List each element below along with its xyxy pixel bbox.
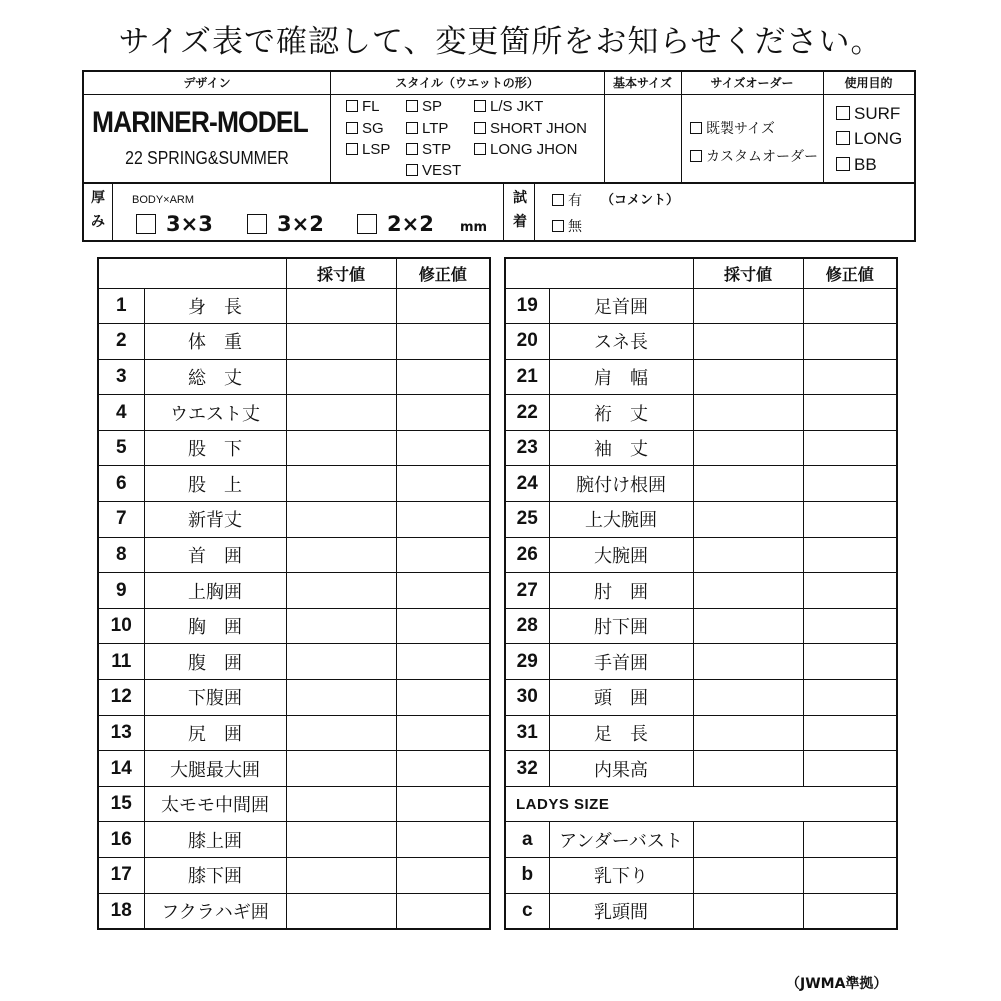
- measurement-label: 乳頭間: [549, 893, 693, 929]
- table-row: [98, 537, 490, 573]
- corrected-value-cell[interactable]: [803, 288, 897, 324]
- checkbox-icon[interactable]: [474, 122, 486, 134]
- row-number: 6: [98, 466, 144, 502]
- measured-header: 採寸値: [693, 258, 803, 288]
- fitting-option-yes[interactable]: 有: [552, 190, 582, 210]
- measured-value-cell[interactable]: [286, 715, 396, 751]
- row-number: 8: [98, 537, 144, 573]
- table-row: [98, 858, 490, 894]
- table-row: [505, 537, 897, 573]
- style-option-vest[interactable]: VEST: [406, 162, 461, 179]
- measurement-label: 手首囲: [549, 644, 693, 680]
- table-row: [505, 751, 897, 787]
- corrected-value-cell[interactable]: [803, 858, 897, 894]
- measurement-label: 身 長: [144, 288, 286, 324]
- checkbox-icon[interactable]: [552, 220, 564, 232]
- measurement-label: 体 重: [144, 324, 286, 360]
- measured-value-cell[interactable]: [693, 430, 803, 466]
- row-number: 16: [98, 822, 144, 858]
- corrected-value-cell[interactable]: [396, 786, 490, 822]
- checkbox-icon[interactable]: [836, 157, 850, 171]
- measurement-label: 首 囲: [144, 537, 286, 573]
- table-row: [98, 502, 490, 538]
- measurement-label: 袖 丈: [549, 430, 693, 466]
- row-number: a: [505, 822, 549, 858]
- thickness-option-3x3[interactable]: 3×3: [136, 212, 213, 236]
- corrected-value-cell[interactable]: [396, 644, 490, 680]
- measurement-label: 膝上囲: [144, 822, 286, 858]
- row-number: 31: [505, 715, 549, 751]
- measurement-label: 上大腕囲: [549, 502, 693, 538]
- model-name: MARINER-MODEL: [92, 106, 308, 139]
- corrected-value-cell[interactable]: [803, 395, 897, 431]
- row-number: 19: [505, 288, 549, 324]
- table-row: [98, 288, 490, 324]
- model-season: 22 SPRING&SUMMER: [125, 148, 289, 168]
- row-number: 30: [505, 680, 549, 716]
- row-number: 7: [98, 502, 144, 538]
- corrected-value-cell[interactable]: [396, 715, 490, 751]
- measured-value-cell[interactable]: [286, 608, 396, 644]
- measured-value-cell[interactable]: [286, 288, 396, 324]
- size-order-header: サイズオーダー: [710, 76, 794, 90]
- checkbox-icon[interactable]: [247, 214, 267, 234]
- checkbox-icon[interactable]: [357, 214, 377, 234]
- table-row: [505, 715, 897, 751]
- row-number: 22: [505, 395, 549, 431]
- table-row: [505, 893, 897, 929]
- table-row: [98, 893, 490, 929]
- thickness-caption: BODY×ARM: [132, 194, 195, 206]
- measurement-label: 上胸囲: [144, 573, 286, 609]
- row-number: 3: [98, 359, 144, 395]
- corrected-value-cell[interactable]: [396, 430, 490, 466]
- measured-value-cell[interactable]: [286, 430, 396, 466]
- table-row: [505, 359, 897, 395]
- row-number: b: [505, 858, 549, 894]
- measurement-label: 総 丈: [144, 359, 286, 395]
- style-option-sp[interactable]: SP: [406, 98, 442, 115]
- ladys-size-section-row: [505, 786, 897, 822]
- table-row: [505, 430, 897, 466]
- checkbox-icon[interactable]: [406, 100, 418, 112]
- table-row: [505, 644, 897, 680]
- style-option-long-jhon[interactable]: LONG JHON: [474, 141, 578, 158]
- corrected-value-cell[interactable]: [803, 466, 897, 502]
- thickness-option-3x2[interactable]: 3×2: [247, 212, 324, 236]
- measurement-label: アンダーバスト: [549, 822, 693, 858]
- table-row: [98, 359, 490, 395]
- measured-value-cell[interactable]: [286, 822, 396, 858]
- measured-value-cell[interactable]: [693, 502, 803, 538]
- style-option-ltp[interactable]: LTP: [406, 120, 448, 137]
- corrected-value-cell[interactable]: [803, 537, 897, 573]
- purpose-header: 使用目的: [844, 76, 893, 90]
- row-number: 15: [98, 786, 144, 822]
- measured-value-cell[interactable]: [693, 537, 803, 573]
- checkbox-icon[interactable]: [346, 143, 358, 155]
- measured-value-cell[interactable]: [286, 573, 396, 609]
- table-row: [505, 395, 897, 431]
- measured-value-cell[interactable]: [286, 537, 396, 573]
- measured-value-cell[interactable]: [693, 324, 803, 360]
- measurement-label: 股 下: [144, 430, 286, 466]
- corrected-value-cell[interactable]: [803, 680, 897, 716]
- measured-value-cell[interactable]: [286, 466, 396, 502]
- measurement-label: 裄 丈: [549, 395, 693, 431]
- measurement-label: 尻 囲: [144, 715, 286, 751]
- table-row: [505, 858, 897, 894]
- fitting-option-no[interactable]: 無: [552, 216, 582, 236]
- corrected-value-cell[interactable]: [803, 608, 897, 644]
- row-number: 32: [505, 751, 549, 787]
- ladys-size-heading: LADYS SIZE: [505, 786, 897, 822]
- corrected-value-cell[interactable]: [803, 573, 897, 609]
- corrected-value-cell[interactable]: [396, 573, 490, 609]
- table-row: [98, 751, 490, 787]
- row-number: 28: [505, 608, 549, 644]
- row-number: 27: [505, 573, 549, 609]
- row-number: 14: [98, 751, 144, 787]
- fitting-label: 試 着: [513, 190, 527, 230]
- measured-value-cell[interactable]: [693, 715, 803, 751]
- measurement-label: ウエスト丈: [144, 395, 286, 431]
- measured-value-cell[interactable]: [286, 359, 396, 395]
- style-option-sg[interactable]: SG: [346, 120, 384, 137]
- measured-value-cell[interactable]: [693, 395, 803, 431]
- measurement-table-right: [504, 257, 898, 930]
- style-header: スタイル（ウエットの形）: [395, 76, 539, 90]
- measured-value-cell[interactable]: [286, 893, 396, 929]
- measured-value-cell[interactable]: [693, 466, 803, 502]
- row-number: 24: [505, 466, 549, 502]
- row-number: c: [505, 893, 549, 929]
- jwma-note: （JWMA準拠）: [786, 976, 888, 992]
- table-row: [98, 680, 490, 716]
- measured-value-cell[interactable]: [286, 858, 396, 894]
- corrected-value-cell[interactable]: [396, 858, 490, 894]
- measurement-label: 股 上: [144, 466, 286, 502]
- checkbox-icon[interactable]: [346, 100, 358, 112]
- measured-value-cell[interactable]: [286, 680, 396, 716]
- row-number: 21: [505, 359, 549, 395]
- measurement-label: 腕付け根囲: [549, 466, 693, 502]
- table-row: [505, 680, 897, 716]
- measured-value-cell[interactable]: [693, 680, 803, 716]
- corrected-value-cell[interactable]: [803, 751, 897, 787]
- row-number: 11: [98, 644, 144, 680]
- table-row: [98, 324, 490, 360]
- measurement-label: フクラハギ囲: [144, 893, 286, 929]
- measurement-label: 内果高: [549, 751, 693, 787]
- fitting-comment-label: （コメント）: [601, 193, 680, 208]
- checkbox-icon[interactable]: [474, 100, 486, 112]
- measured-value-cell[interactable]: [286, 751, 396, 787]
- base-size-header: 基本サイズ: [612, 76, 673, 90]
- measured-value-cell[interactable]: [693, 644, 803, 680]
- checkbox-icon[interactable]: [406, 143, 418, 155]
- row-number: 18: [98, 893, 144, 929]
- row-number: 4: [98, 395, 144, 431]
- row-number: 23: [505, 430, 549, 466]
- header-blank: [505, 258, 693, 288]
- corrected-value-cell[interactable]: [396, 466, 490, 502]
- thickness-option-2x2[interactable]: 2×2: [357, 212, 434, 236]
- measurement-label: 乳下り: [549, 858, 693, 894]
- corrected-value-cell[interactable]: [803, 359, 897, 395]
- measurement-label: 肘 囲: [549, 573, 693, 609]
- checkbox-icon[interactable]: [406, 164, 418, 176]
- corrected-header: 修正値: [396, 258, 490, 288]
- design-header: デザイン: [183, 76, 231, 90]
- thickness-unit: mm: [460, 220, 488, 235]
- measured-value-cell[interactable]: [693, 359, 803, 395]
- corrected-value-cell[interactable]: [396, 359, 490, 395]
- row-number: 12: [98, 680, 144, 716]
- measured-header: 採寸値: [286, 258, 396, 288]
- corrected-value-cell[interactable]: [396, 324, 490, 360]
- row-number: 29: [505, 644, 549, 680]
- corrected-value-cell[interactable]: [396, 608, 490, 644]
- measured-value-cell[interactable]: [286, 502, 396, 538]
- corrected-value-cell[interactable]: [396, 751, 490, 787]
- row-number: 2: [98, 324, 144, 360]
- measurement-label: 下腹囲: [144, 680, 286, 716]
- row-number: 1: [98, 288, 144, 324]
- table-row: [505, 502, 897, 538]
- measurement-label: スネ長: [549, 324, 693, 360]
- table-row: [505, 288, 897, 324]
- table-row: [505, 573, 897, 609]
- purpose-long[interactable]: LONG: [836, 129, 902, 149]
- measured-value-cell[interactable]: [286, 644, 396, 680]
- measurement-label: 膝下囲: [144, 858, 286, 894]
- row-number: 25: [505, 502, 549, 538]
- measured-value-cell[interactable]: [693, 893, 803, 929]
- size-order-ready-made[interactable]: 既製サイズ: [690, 118, 775, 138]
- corrected-value-cell[interactable]: [803, 430, 897, 466]
- corrected-value-cell[interactable]: [396, 537, 490, 573]
- style-option-fl[interactable]: FL: [346, 98, 380, 115]
- checkbox-icon[interactable]: [346, 122, 358, 134]
- table-row: [98, 644, 490, 680]
- table-row: [505, 324, 897, 360]
- style-option-stp[interactable]: STP: [406, 141, 451, 158]
- table-row: [98, 822, 490, 858]
- row-number: 17: [98, 858, 144, 894]
- table-row: [505, 822, 897, 858]
- checkbox-icon[interactable]: [136, 214, 156, 234]
- measured-value-cell[interactable]: [286, 786, 396, 822]
- corrected-value-cell[interactable]: [803, 502, 897, 538]
- size-order-custom[interactable]: カスタムオーダー: [690, 146, 818, 166]
- table-header-row: [98, 258, 490, 288]
- measured-value-cell[interactable]: [693, 822, 803, 858]
- measurement-label: 胸 囲: [144, 608, 286, 644]
- corrected-value-cell[interactable]: [396, 822, 490, 858]
- corrected-value-cell[interactable]: [396, 680, 490, 716]
- checkbox-icon[interactable]: [552, 194, 564, 206]
- header-blank: [98, 258, 286, 288]
- measured-value-cell[interactable]: [693, 608, 803, 644]
- corrected-value-cell[interactable]: [396, 502, 490, 538]
- style-option-short-jhon[interactable]: SHORT JHON: [474, 120, 587, 137]
- corrected-value-cell[interactable]: [803, 644, 897, 680]
- table-row: [98, 395, 490, 431]
- measurement-label: 大腿最大囲: [144, 751, 286, 787]
- table-header-row: [505, 258, 897, 288]
- purpose-surf[interactable]: SURF: [836, 104, 900, 124]
- checkbox-icon[interactable]: [836, 131, 850, 145]
- corrected-value-cell[interactable]: [803, 324, 897, 360]
- measured-value-cell[interactable]: [693, 751, 803, 787]
- row-number: 9: [98, 573, 144, 609]
- corrected-header: 修正値: [803, 258, 897, 288]
- checkbox-icon[interactable]: [836, 106, 850, 120]
- thickness-label: 厚 み: [91, 190, 105, 230]
- measurement-label: 太モモ中間囲: [144, 786, 286, 822]
- corrected-value-cell[interactable]: [803, 715, 897, 751]
- measured-value-cell[interactable]: [693, 573, 803, 609]
- style-option-lsp[interactable]: LSP: [346, 141, 390, 158]
- measured-value-cell[interactable]: [286, 395, 396, 431]
- checkbox-icon[interactable]: [690, 122, 702, 134]
- measurement-label: 新背丈: [144, 502, 286, 538]
- checkbox-icon[interactable]: [474, 143, 486, 155]
- table-row: [505, 608, 897, 644]
- table-row: [98, 573, 490, 609]
- measurement-label: 肩 幅: [549, 359, 693, 395]
- corrected-value-cell[interactable]: [803, 822, 897, 858]
- order-info-box: [82, 70, 916, 242]
- measurement-table-left: [97, 257, 491, 930]
- purpose-bb[interactable]: BB: [836, 155, 877, 175]
- row-number: 26: [505, 537, 549, 573]
- measured-value-cell[interactable]: [693, 858, 803, 894]
- row-number: 10: [98, 608, 144, 644]
- checkbox-icon[interactable]: [690, 150, 702, 162]
- corrected-value-cell[interactable]: [396, 395, 490, 431]
- table-row: [98, 430, 490, 466]
- table-row: [505, 466, 897, 502]
- corrected-value-cell[interactable]: [396, 288, 490, 324]
- row-number: 13: [98, 715, 144, 751]
- table-row: [98, 466, 490, 502]
- checkbox-icon[interactable]: [406, 122, 418, 134]
- table-row: [98, 715, 490, 751]
- page-headline: サイズ表で確認して、変更箇所をお知らせください。: [118, 24, 883, 60]
- table-row: [98, 786, 490, 822]
- table-row: [98, 608, 490, 644]
- measured-value-cell[interactable]: [286, 324, 396, 360]
- corrected-value-cell[interactable]: [803, 893, 897, 929]
- measurement-label: 足首囲: [549, 288, 693, 324]
- row-number: 5: [98, 430, 144, 466]
- measured-value-cell[interactable]: [693, 288, 803, 324]
- measurement-label: 足 長: [549, 715, 693, 751]
- measurement-label: 腹 囲: [144, 644, 286, 680]
- row-number: 20: [505, 324, 549, 360]
- measurement-label: 肘下囲: [549, 608, 693, 644]
- measurement-label: 大腕囲: [549, 537, 693, 573]
- style-option-ls-jkt[interactable]: L/S JKT: [474, 98, 543, 115]
- measurement-label: 頭 囲: [549, 680, 693, 716]
- corrected-value-cell[interactable]: [396, 893, 490, 929]
